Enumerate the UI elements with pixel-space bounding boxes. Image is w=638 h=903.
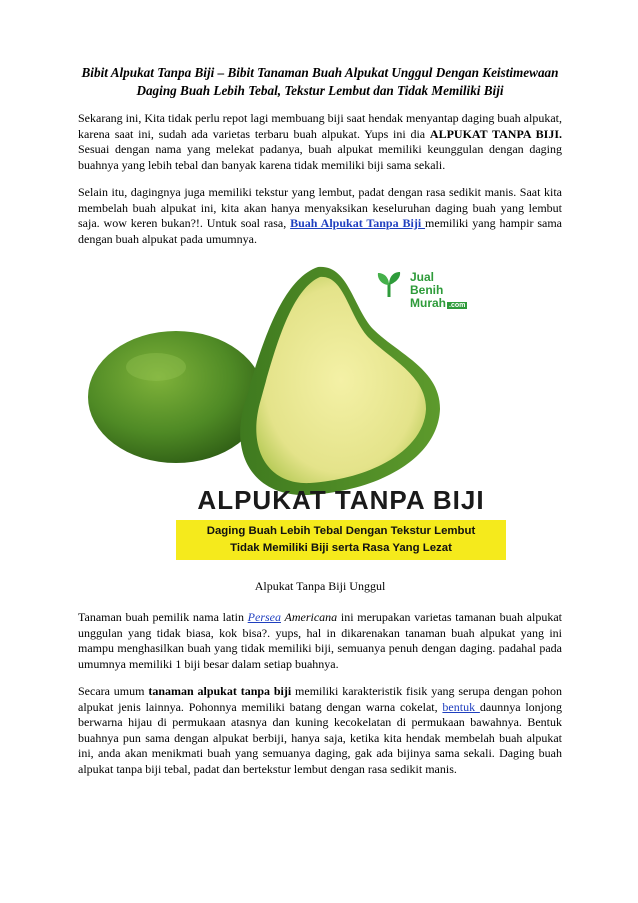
document-page <box>78 64 562 789</box>
logo-line-2 <box>410 297 467 312</box>
paragraph-intro-text-end: Sesuai dengan nama yang melekat padanya, buah alpukat memiliki keunggulan dengan daging buahnya yang lebih tebal dan banyak karena tidak memiliki biji sama sekali. <box>78 142 562 172</box>
americana-text: Americana <box>281 610 338 624</box>
whole-avocado <box>88 331 264 463</box>
banner-line-1: Daging Buah Lebih Tebal Dengan Tekstur Lembut <box>206 525 476 537</box>
article-title: Bibit Alpukat Tanpa Biji – Bibit Tanaman Buah Alpukat Unggul Dengan Keistimewaan Daging Buah Lebih Tebal, Tekstur Lembut dan Tidak Memiliki Biji <box>81 65 559 98</box>
paragraph-char-text: Secara umum <box>78 684 149 698</box>
paragraph-texture <box>78 185 562 247</box>
logo-suffix: .com <box>449 302 466 309</box>
logo-line-1: Jual Benih <box>410 270 444 297</box>
paragraph-latin-text-end: ini merupakan varietas tamanan buah alpukat unggulan yang tidak biasa, kok bisa?. yups, hal in dikarenakan tanaman buah alpukat yang ini mampu menghasilkan buah yang tidak memiliki biji, semuanya penuh dengan daging. padahal pada umumnya memiliki 1 biji besar dalam setiap buahnya. <box>78 610 563 671</box>
product-image <box>78 259 562 579</box>
paragraph-texture-text-end: memiliki yang hampir sama dengan buah alpukat pada umumnya. <box>78 216 562 246</box>
bentuk-link[interactable]: bentuk <box>442 699 480 714</box>
banner-box <box>176 520 506 560</box>
banner-title: ALPUKAT TANPA BIJI <box>197 485 485 515</box>
paragraph-char-text-mid: memiliki karakteristik fisik yang serupa dengan pohon alpukat jenis lainnya. Pohonnya memiliki batang dengan warna cokelat, <box>78 684 563 714</box>
logo-line-2-main: Murah <box>410 296 446 310</box>
paragraph-characteristics <box>78 684 562 777</box>
paragraph-char-text-end: daunnya lonjong berwarna hijau di permukaan atasnya dan kuning kecokelatan di permukaan bawahnya. Bentuk buahnya pun sama dengan alpukat berbiji, hanya saja, ketika kita hendak membelah buah alpukat ini, anda akan menikmati buah yang semuanya daging, gak ada bijinya sama sekali. Daging buah alpukat tanpa biji tebal, padat dan bertekstur lembut dengan rasa sedikit manis. <box>78 699 562 776</box>
paragraph-latin-name <box>78 610 562 672</box>
image-caption: Alpukat Tanpa Biji Unggul <box>254 579 386 593</box>
tanaman-bold: tanaman alpukat tanpa biji <box>148 684 292 698</box>
product-name-bold: ALPUKAT TANPA BIJI. <box>429 126 563 141</box>
logo-text <box>410 271 467 312</box>
buah-alpukat-link[interactable]: Buah Alpukat Tanpa Biji <box>290 216 426 230</box>
avocado-illustration <box>78 259 562 499</box>
seedling-icon <box>374 271 404 299</box>
persea-link[interactable]: Persea <box>247 610 281 624</box>
paragraph-texture-text: Selain itu, dagingnya juga memiliki tekstur yang lembut, padat dengan rasa sedikit manis. Saat kita membelah buah alpukat ini, kita akan hanya menyaksikan keseluruhan daging buah yang lembut saja. wow keren bukan?!. Untuk soal rasa, <box>78 185 562 230</box>
paragraph-intro <box>78 111 562 173</box>
banner-line-2: Tidak Memiliki Biji serta Rasa Yang Lezat <box>230 542 452 554</box>
paragraph-intro-text: Sekarang ini, Kita tidak perlu repot lagi membuang biji saat hendak menyantap daging buah alpukat, karena saat ini, sudah ada varietas terbaru buah alpukat. Yups ini dia <box>78 111 562 141</box>
paragraph-latin-text: Tanaman buah pemilik nama latin <box>78 610 248 624</box>
